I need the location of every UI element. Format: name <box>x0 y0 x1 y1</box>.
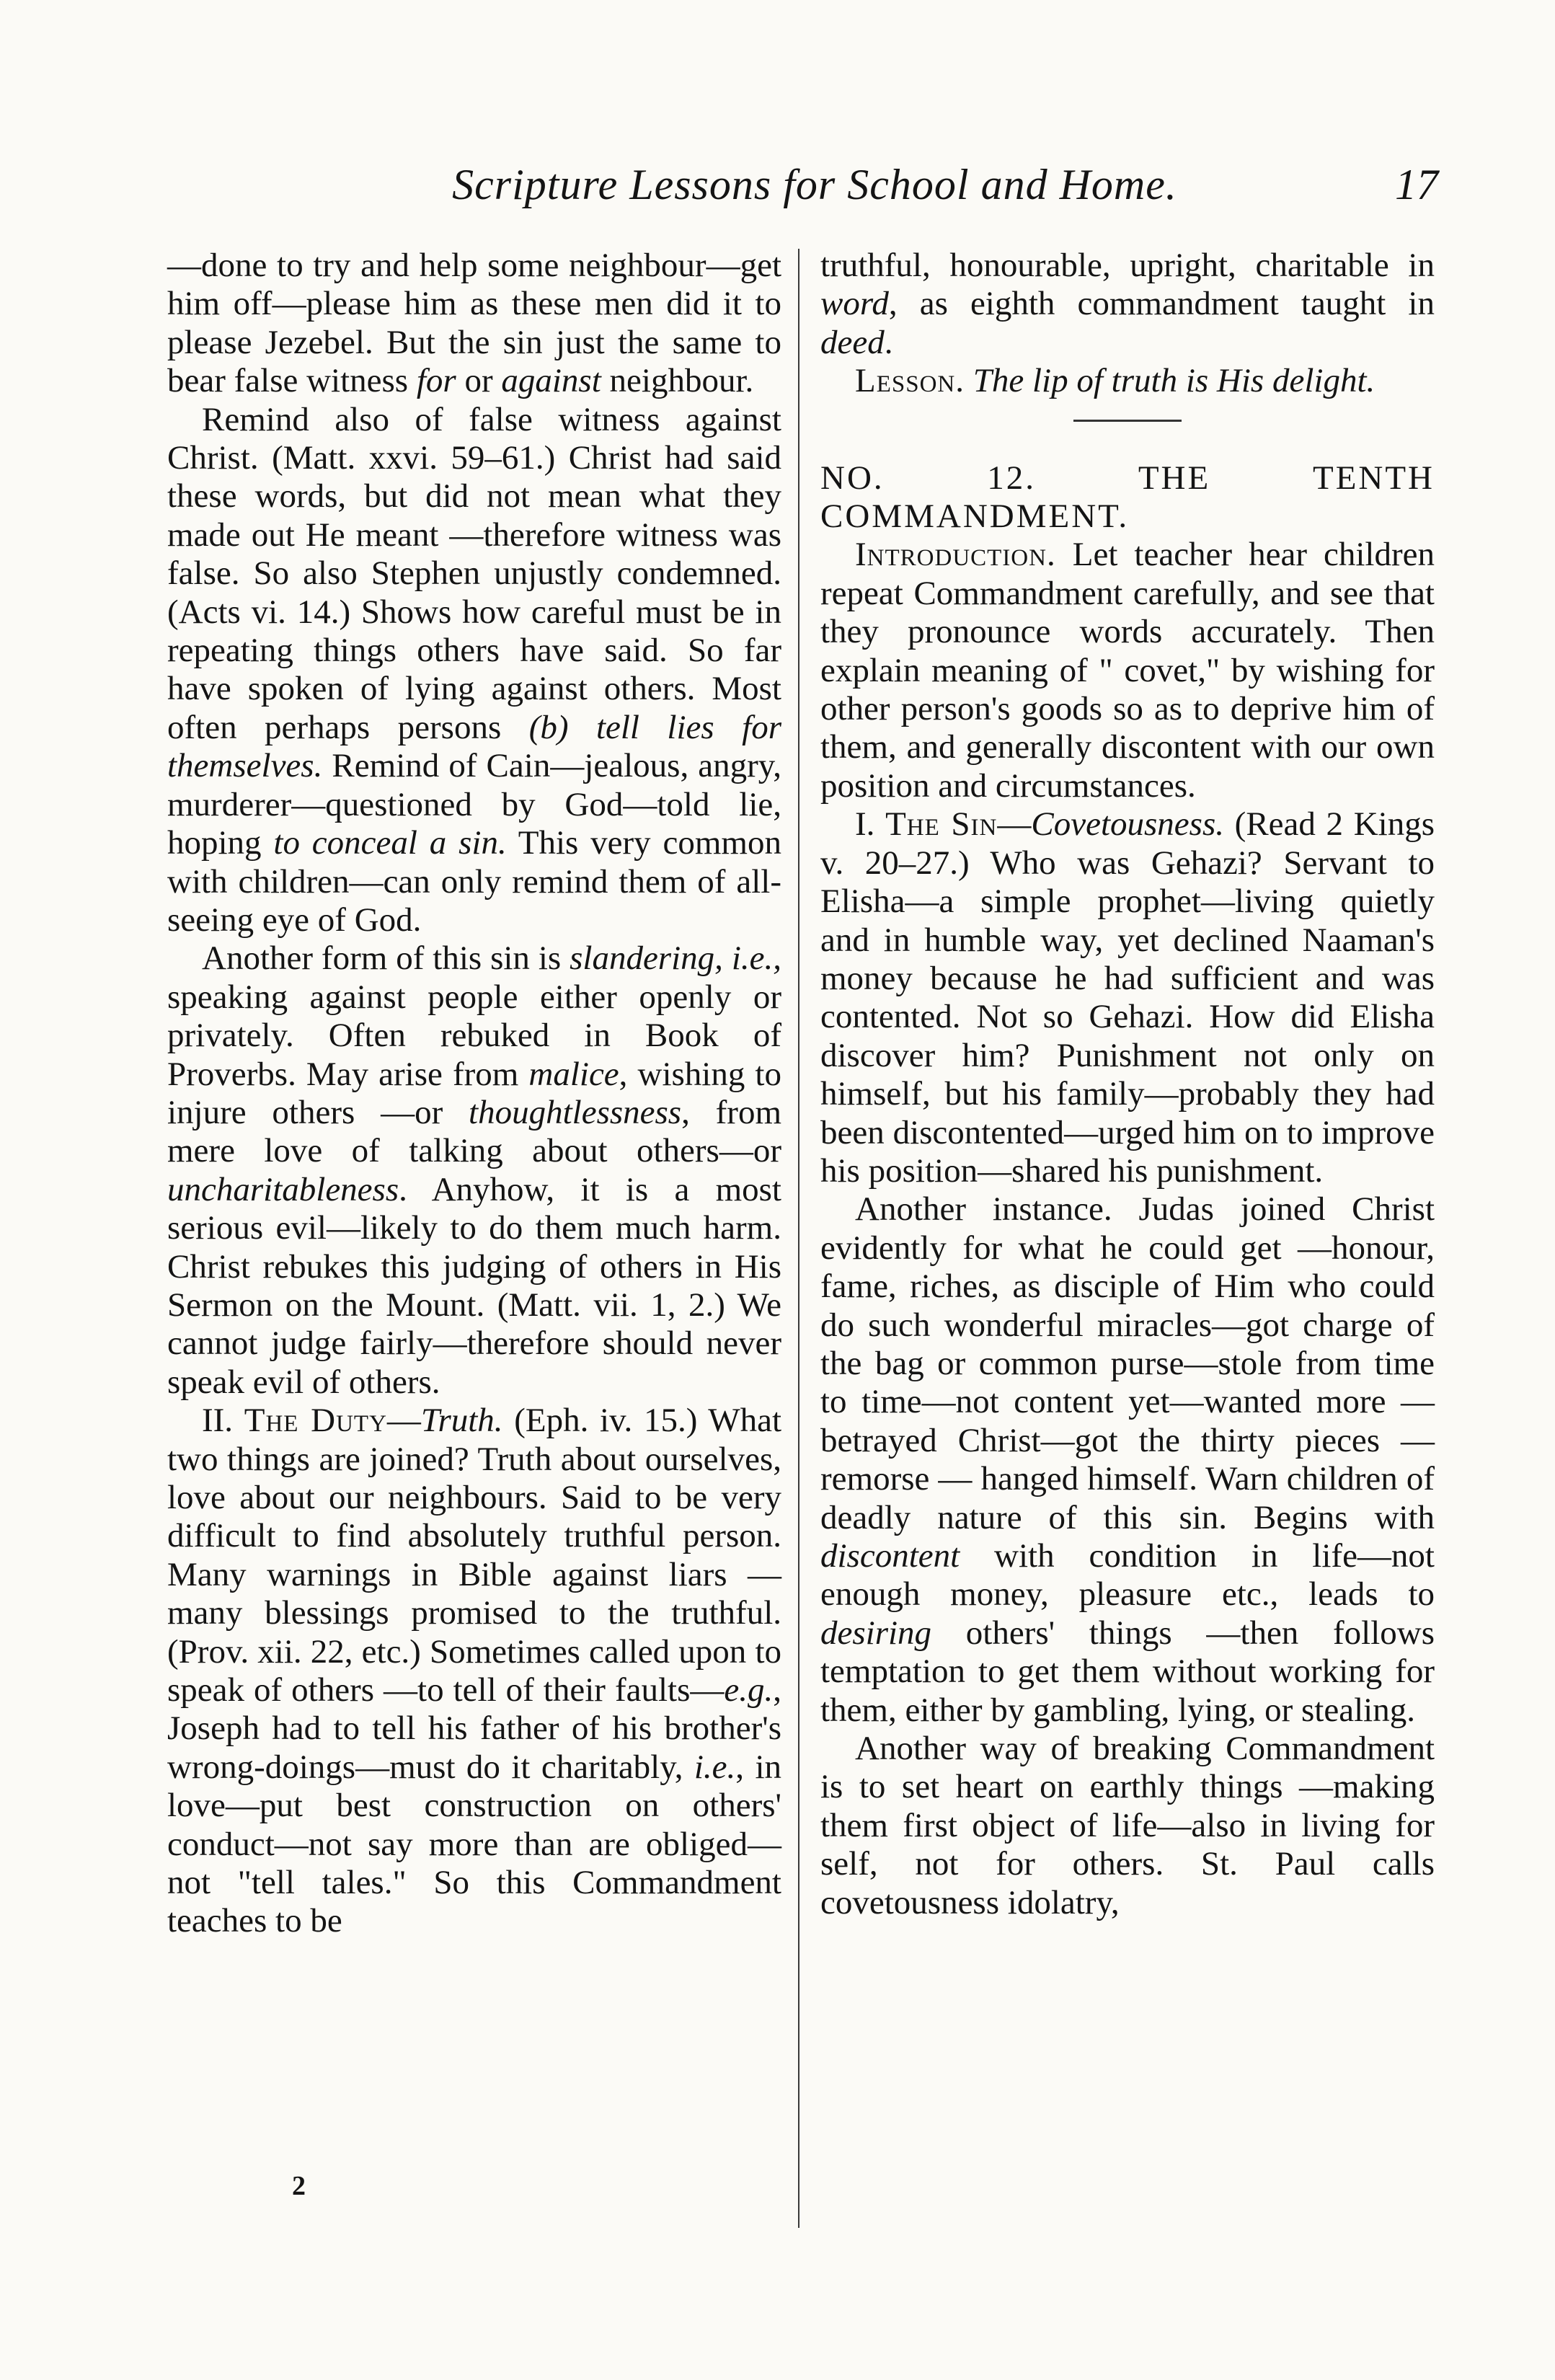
paragraph <box>820 1190 1435 1730</box>
emphasis: slandering <box>570 939 715 978</box>
text-run: , as eighth commandment taught in <box>888 285 1435 323</box>
paragraph <box>167 939 781 1402</box>
small-caps-label: Lesson. <box>855 362 965 400</box>
running-title: Scripture Lessons for School and Home. <box>452 161 1177 208</box>
paragraph <box>167 401 781 940</box>
paragraph: Another way of breaking Commandment is to set heart on earthly things —making them first object of life—also in living for self, not for others. St. Paul calls covetousness idolatry, <box>820 1730 1435 1921</box>
paragraph <box>167 1402 781 1941</box>
text-run: II. <box>202 1402 244 1440</box>
emphasis: discontent <box>820 1537 960 1575</box>
small-caps-label: The Sin <box>885 805 998 844</box>
emphasis: Covetousness. <box>1031 805 1225 844</box>
text-run: Another instance. Judas joined Christ evidently for what he could get —honour, fame, riches, as disciple of Him who could do such wonderful miracles—got charge of the bag or common purse—stole from time to time—not content yet—wanted more —betrayed Christ—got the thirty pieces — remorse — hanged himself. Warn children of deadly nature of this sin. Begins with <box>820 1190 1435 1536</box>
text-run: Remind of Cain—jealous, angry, murderer—questioned by God—told lie, hoping <box>167 747 781 862</box>
text-run: truthful, honourable, upright, charitable in <box>820 247 1435 284</box>
text-run: , in love—put best construction on others' conduct—not say more than are obliged—not "tell tales." So this Commandment teaches to be <box>167 1748 781 1940</box>
column-divider <box>798 249 799 2228</box>
small-caps-label: The Duty <box>244 1402 387 1440</box>
paragraph <box>820 805 1435 1190</box>
text-run: Let teacher hear children repeat Commandment carefully, and see that they pronounce words accurately. Then explain meaning of " covet," by wishing for other person's goods so as to deprive him of them, and generally discontent with our own position and circumstances. <box>820 536 1435 805</box>
paragraph <box>820 247 1435 362</box>
emphasis: i.e. <box>694 1748 736 1786</box>
text-run: (Eph. iv. 15.) What two things are joined? Truth about ourselves, love about our neighbours. Said to be very difficult to find absolutely truthful person. Many warnings in Bible against liars —many blessings promised to the truthful. (Prov. xii. 22, etc.) Sometimes called upon to speak of others —to tell of their faults— <box>167 1402 782 1709</box>
text-run: others' things —then follows temptation to get them without working for them, either by gambling, lying, or stealing. <box>820 1614 1435 1729</box>
emphasis: to conceal a sin. <box>273 824 507 862</box>
paragraph <box>820 536 1435 805</box>
text-run: I. <box>855 805 886 844</box>
text-run: — <box>386 1402 421 1440</box>
text-run: speaking against people either openly or privately. Often rebuked in Book of Proverbs. May arise from <box>167 978 781 1093</box>
paragraph <box>167 247 781 401</box>
text-run: , Joseph had to tell his father of his brother's wrong-doings—must do it charitably, <box>167 1671 781 1786</box>
right-column <box>820 247 1435 1922</box>
small-caps-label: Introduction. <box>855 536 1056 574</box>
emphasis: , i.e., <box>714 939 781 978</box>
text-run: — <box>997 805 1032 844</box>
emphasis: Truth. <box>420 1402 503 1440</box>
emphasis: against <box>501 362 601 400</box>
page-number: 17 <box>1395 161 1438 208</box>
text-run: with condition in life—not enough money, pleasure etc., leads to <box>820 1537 1435 1614</box>
emphasis: malice <box>528 1055 619 1093</box>
text-run: Remind also of false witness against Christ. (Matt. xxvi. 59–61.) Christ had said these words, but did not mean what they made out He meant —therefore witness was false. So also Stephen unjustly condemned. (Acts vi. 14.) Shows how careful must be in repeating things others have said. So far have spoken of lying against others. Most often perhaps persons <box>167 400 781 746</box>
signature-mark: 2 <box>292 2171 306 2201</box>
emphasis: desiring <box>820 1614 932 1652</box>
text-run: This very common with children—can only remind them of all-seeing eye of God. <box>167 824 781 939</box>
text-run: , from mere love of talking about others—or <box>167 1093 781 1170</box>
emphasis: (b) tell lies for themselves. <box>167 708 781 785</box>
emphasis: uncharitableness <box>167 1170 399 1208</box>
lesson-line <box>820 362 1435 400</box>
emphasis: e.g. <box>724 1671 774 1709</box>
emphasis: The lip of truth is His delight. <box>965 362 1375 400</box>
emphasis: deed <box>820 323 885 361</box>
text-run: —done to try and help some neighbour—get him off—please him as these men did it to please Jezebel. But the sin just the same to bear false witness <box>167 247 781 400</box>
text-run: Another form of this sin is <box>202 939 570 978</box>
emphasis: thoughtlessness <box>469 1093 682 1131</box>
section-heading: NO. 12. THE TENTH COMMANDMENT. <box>820 459 1435 536</box>
left-column <box>167 247 781 1941</box>
text-run: (Read 2 Kings v. 20–27.) Who was Gehazi? Servant to Elisha—a simple prophet—living quietly and in humble way, yet declined Naaman's money because he had sufficient and was contented. Not so Gehazi. How did Elisha discover him? Punishment not only on himself, but his family—probably they had been discontented—urged him on to improve his position—shared his punishment. <box>820 805 1435 1190</box>
text-run: , wishing to injure others —or <box>167 1055 781 1131</box>
text-run: . Anyhow, it is a most serious evil—likely to do them much harm. Christ rebukes this judging of others in His Sermon on the Mount. (Matt. vii. 1, 2.) We cannot judge fairly—therefore should never speak evil of others. <box>167 1170 781 1401</box>
emphasis: word <box>820 285 889 323</box>
text-run: or <box>456 362 502 400</box>
section-rule <box>1073 420 1182 422</box>
text-run: neighbour. <box>601 362 754 400</box>
text-run: . <box>884 323 893 361</box>
emphasis: for <box>416 362 456 400</box>
